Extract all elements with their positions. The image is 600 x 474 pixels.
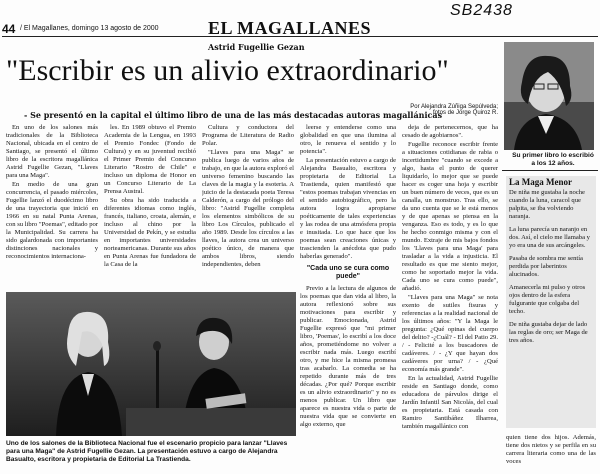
article-column-3: [202, 124, 294, 290]
paragraph: En uno de los salones más tradicionales de la Biblioteca Nacional, ubicada en el centro de Santiago, se presentó el último libro de la escritora magallánica Astrid Fugellie Gezan, "Llaves para una Maga".: [6, 124, 98, 179]
page-number: 44: [2, 22, 16, 36]
sidebar-rule: [502, 170, 598, 171]
portrait-photo: [504, 42, 594, 150]
paragraph: deja de pertenecernos, que ha cesado de agobiarnos".: [402, 124, 498, 139]
paragraph: La presentación estuvo a cargo de Alejandra Basualto, escritora y propietaria de Editorial La Trastienda, quien manifestó que "estos poemas trabajan vivencias en el sentido autobiográfico, pero la autora logra apropiarse poéticamente de tales experiencias y las rodea de una atmósfera propia e inusitada. Lo que hace que los poemas sean creaciones únicas y trascienden la anécdota que pudo haberlas generado".: [300, 157, 396, 260]
paragraph: leerse y entenderse como una globalidad en que una ilumina al otro, le renueva el sentido y lo potencia".: [300, 124, 396, 155]
article-column-5: [402, 124, 498, 470]
article-column-1: [6, 124, 98, 290]
paragraph: Cultura y conductora del Programa de Literatura de Radio Polar.: [202, 124, 294, 147]
inner-subtitle: "Cada uno se cura como puede": [306, 265, 390, 280]
poem-title: La Maga Menor: [509, 177, 572, 187]
portrait-caption: Su primer libro lo escribió a los 12 años.: [512, 152, 594, 167]
paragraph: "Llaves para una Maga" se publica luego de varios años de trabajo, en que la autora exploró el universo femenino buscando las claves de la magia y la esoteria. A juicio de la destacada poeta Teresa Calderón, a cargo del prólogo del libro: "Astrid Fugellie completa los elementos simbólicos de su libro Los Círculos, publicado el año 1989. Desde los círculos a las llaves, la autora crea un universo poético único, de manera que ambos libros, siendo independientes, deben: [202, 149, 294, 268]
paragraph: "Llaves para una Maga" se nota exento de sutiles fisuras y referencias a la realidad nacional de los últimos años: "Y la Maga le pregunta: ¿Qué opinas del cuerpo del delito? -¿Cuál? - El del Patio 29. / - Felicité a los buscadores de cadáveres. / - ¿Y que hayan dos cadáveres por urna? / - ¿Qué economía más grande".: [402, 294, 498, 373]
paragraph: les. En 1989 obtuvo el Premio Academia de la Lengua, en 1993 el Premio Fondec (Fondo de Cultura) y en su juventud recibió el Primer Premio del Concurso Literario "Rostro de Chile" e incluso un diploma de Honor en un Concurso Literario de La Prensa Austral.: [104, 124, 196, 195]
poem-stanza: De niña me gustaba la noche cuando la luna, caracol que palpita, se iba volviendo naranja.: [509, 189, 585, 220]
article-kicker: Astrid Fugellie Gezan: [208, 42, 305, 52]
paragraph: Previo a la lectura de algunos de los poemas que dan vida al libro, la autora reflexionó sobre sus motivaciones para escribir y publicar. Emocionada, Astrid Fugellie expresó que "mi primer libro, 'Poemas', lo escribí a los doce años, prometiéndome no volver a escribir nada más. Luego escribí otro, y me hice la misma promesa tras acabarlo. La comedia se ha repetido durante más de tres décadas. ¿Por qué? Porque escribir es un alivio extraordinario" y no es menos publicar. Un libro que aparece es nuestra vida o parte de nuestra vida que se convierte en algo externo, que: [300, 285, 396, 428]
poem-stanza: De niña gustaba dejar de lado las reglas de oro; ser Maga de tres años.: [509, 321, 588, 344]
paragraph: Su obra ha sido traducida a diferentes idiomas como inglés, francés, italiano, croata, alemán, e incluso al chino por la Universidad de Pekín, y se estudia en importantes universidades norteamericanas. Durante sus años en Punta Arenas fue fundadora de la Casa de la: [104, 197, 196, 268]
article-column-2: [104, 124, 196, 290]
event-photo-illustration: [6, 292, 296, 436]
sidebar-continuation: quien tiene dos hijos. Además, tiene dos nietos y se perfila en su carrera literaria como una de las voces: [506, 434, 596, 465]
poem-stanza: La luna parecía un naranjo en dos. Así, el cielo me llamaba y yo era una de sus arcángeles.: [509, 226, 590, 249]
article-subhead: - Se presentó en la capital el último libro de una de las más destacadas autoras magallánicas: [24, 110, 443, 120]
archive-code: SB2438: [450, 2, 513, 19]
article-column-4: [300, 124, 396, 470]
poem-stanza: Amanecerla mi pulso y otros ojos dentro de la esfera fulgurante que colgaba del techo.: [509, 284, 586, 315]
publication-line: / El Magallanes, domingo 13 agosto de 2000: [20, 25, 159, 32]
article-headline: "Escribir es un alivio extraordinario": [6, 54, 449, 87]
portrait-illustration: [504, 42, 594, 150]
poem-stanza: Pasaba de sombra me sentía perdida por laberintos alucinados.: [509, 255, 583, 278]
paragraph: En la actualidad, Astrid Fugellie reside en Santiago donde, como educadora de párvulos dirige el Jardín Infantil San Nicolás, del cual es propietaria. Está casada con Ramiro Santibáñez Ilharrea, también magallánico con: [402, 375, 498, 430]
paragraph: Fugellie reconoce escribir frente a situaciones cotidianas de rabia o incertidumbre "cuando se excede a algo, hasta el punto de querer liquidarlo, lo mejor que se puede hacer es coger una hoja y escribir un buen número de veces, que es un canalla, un monstruo. Tras ello, se da uno cuenta que se le está menos y de que apenas se piensa en la venganza. Eso es todo, y es lo que he hecho conmigo misma y con el mundo. Extraje de mis bajos fondos los 'Llaves para una Maga' para trasladar a la vida a injusticia. El resultado es que me siento mejor, como he soportado mejor la vida. Cada uno se cura como puede", añadió.: [402, 141, 498, 292]
section-title: EL MAGALLANES: [208, 18, 372, 38]
poem-box: [506, 176, 596, 428]
byline: Por Alejandra Zúñiga Sepúlveda; fotos de Jorge Quiroz R.: [410, 104, 498, 116]
photo-caption: Uno de los salones de la Biblioteca Nacional fue el escenario propicio para lanzar "Llaves para una Maga" de Astrid Fugellie Gezan. La presentación estuvo a cargo de Alejandra Basualto, escritora y propietaria de Editorial La Trastienda.: [6, 440, 288, 463]
event-photo: [6, 292, 296, 436]
paragraph: En medio de una gran concurrencia, el pasado miércoles, Fugellie lanzó el duodécimo libro de una trayectoria que inició en 1966 en su natal Punta Arenas, con su libro "Poemas", editado por la Municipalidad. Su carrera ha sido galardonada con importantes distinciones nacionales y reconocimientos internaciona-: [6, 181, 98, 260]
